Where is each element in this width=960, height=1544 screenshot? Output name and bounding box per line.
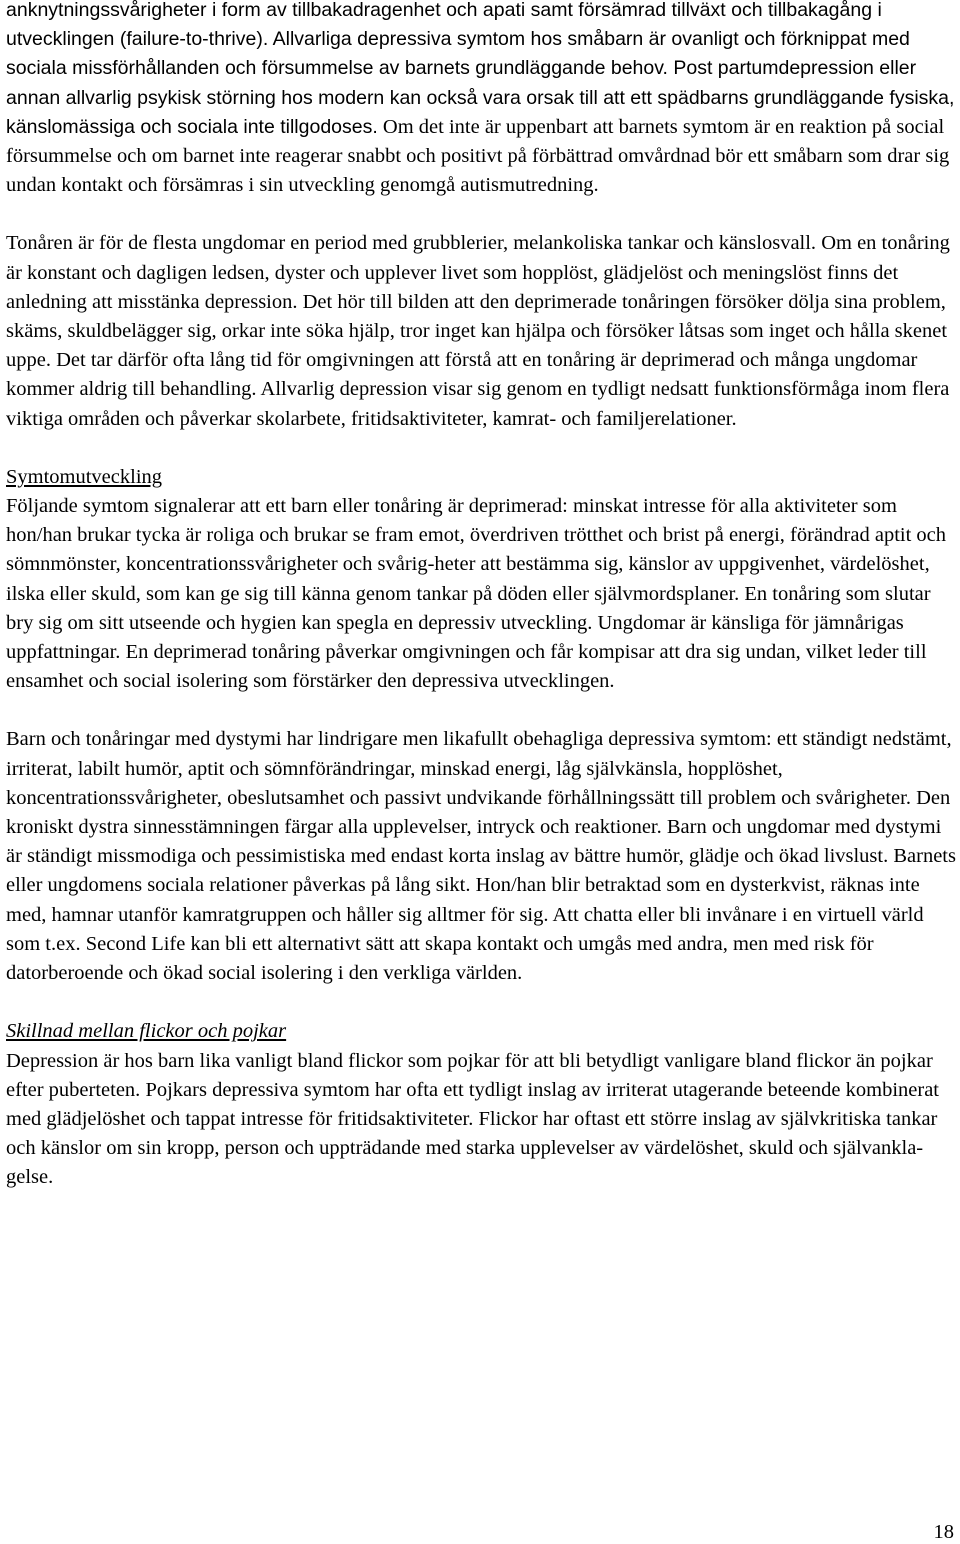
paragraph-dystymi bbox=[6, 725, 956, 988]
symtom-text-a: Följande symtom signalerar att ett barn eller tonåring är deprimerad: minskat intresse för alla aktiviteter som hon/han brukar tycka är roliga och brukar se fram emot, överdriven trötthet och brist på energi, förändrad aptit och sömnmönster, koncentrationssvårigheter och svårig-heter att bestämma sig, känslor av uppgivenhet, värdelöshet, ilska eller skuld, som kan ge sig till känna genom tankar på döden eller självmordsplaner. bbox=[6, 495, 947, 605]
skillnad-text-a: Depression är hos barn lika vanligt bland flickor som pojkar för att bli betydligt vanligare bland flickor än pojkar efter puberteten. bbox=[6, 1049, 933, 1101]
symtom-text-c: Ungdomar är känsliga för jämnårigas uppfattningar. bbox=[6, 611, 904, 664]
paragraph-adolescence bbox=[6, 229, 956, 433]
symtom-text-b: En tonåring som slutar bry sig om sitt utseende och hygien kan spegla en depressiv utveckling. bbox=[6, 582, 931, 634]
paragraph-infancy-text-a: anknytningssvårigheter i form av tillbakadragenhet och apati samt försämrad tillväxt och tillbakagång i utvecklingen (failure-to-thrive). Allvarliga depressiva symtom hos småbarn är ovanligt och förknippat med sociala missförhållanden och försummelse av barnets grundläggande behov. Post partumdepression eller annan allvarlig psykisk störning hos modern kan också vara orsak till att ett spädbarns grundläggande fysiska, känslomässiga och sociala inte tillgodoses. bbox=[6, 0, 955, 138]
paragraph-adolescence-text-b: Om en tonåring är konstant och dagligen ledsen, dyster och upplever livet som hopplöst, glädjelöst och meningslöst finns det anledning att misstänka depression. bbox=[6, 232, 950, 313]
section-skillnad bbox=[6, 1017, 956, 1192]
section-heading-skillnad: Skillnad mellan flickor och pojkar bbox=[6, 1020, 287, 1043]
paragraph-adolescence-text-e: Allvarlig depression visar sig genom en tydligt nedsatt funktionsförmåga inom flera viktiga områden och påverkar skolarbete, fritidsaktiviteter, kamrat- och familjerelationer. bbox=[6, 378, 950, 430]
paragraph-infancy bbox=[6, 0, 956, 200]
dystymi-text-c: Barn och ungdomar med dystymi är ständigt missmodiga och pessimistiska med endast korta inslag av bättre humör, glädje och ökad livslust. bbox=[6, 816, 942, 868]
dystymi-text-a: Barn och tonåringar med dystymi har lindrigare men likafullt obehagliga depressiva symtom: ett ständigt nedstämt, irriterat, labilt humör, aptit och sömnförändringar, minskad energi, låg självkänsla, hopplöshet, koncentrationssvårigheter, obeslutsamhet och passivt undvikande förhållningssätt till problem och svårigheter. bbox=[6, 728, 952, 809]
dystymi-text-d: Barnets eller ungdomens sociala relationer påverkas på lång sikt. bbox=[6, 845, 956, 897]
paragraph-infancy-text-b: Om det inte är uppenbart att barnets symtom är en reaktion på social försummelse och om barnet inte reagerar snabbt och positivt på förbättrad omvårdnad bör ett småbarn som drar sig undan kontakt och försämras i sin utveckling genomgå autismutredning. bbox=[6, 115, 950, 197]
dystymi-text-f: Att chatta eller bli invånare i en virtuell värld som t.ex. Second Life kan bli ett alternativt sätt att skapa kontakt och umgås med andra, men med risk för datorberoende och ökad social isolering i den verkliga världen. bbox=[6, 903, 924, 985]
skillnad-text-b: Pojkars depressiva symtom har ofta ett tydligt inslag av irriterat utagerande beteende kombinerat med glädjelöshet och tappat intresse för fritidsaktiviteter. bbox=[6, 1078, 939, 1130]
dystymi-text-e: Hon/han blir betraktad som en dysterkvist, räknas inte med, hamnar utanför kamratgruppen och håller sig alltmer för sig. bbox=[6, 874, 920, 926]
paragraph-adolescence-text-c: Det hör till bilden att den deprimerade tonåringen försöker dölja sina problem, skäms, skuldbelägger sig, orkar inte söka hjälp, tror inget kan hjälpa och försöker låtsas som inget och hålla skenet uppe. bbox=[6, 290, 948, 372]
document-page bbox=[6, 0, 956, 1222]
section-heading-symtomutveckling: Symtomutveckling bbox=[6, 465, 163, 488]
page-number: 18 bbox=[933, 1521, 954, 1543]
dystymi-text-b: Den kroniskt dystra sinnesstämningen färgar alla upplevelser, intryck och reaktioner. bbox=[6, 786, 951, 839]
symtom-text-d: En deprimerad tonåring påverkar omgivningen och får kompisar att dra sig undan, vilket leder till ensamhet och social isolering som förstärker den depressiva utvecklingen. bbox=[6, 641, 927, 693]
skillnad-text-c: Flickor har oftast ett större inslag av självkritiska tankar och känslor om sin kropp, person och uppträdande med starka upplevelser av värdelöshet, skuld och självankla-gelse. bbox=[6, 1107, 938, 1189]
paragraph-adolescence-text-a: Tonåren är för de flesta ungdomar en period med grubblerier, melankoliska tankar och känslosvall. bbox=[6, 232, 817, 255]
section-symtomutveckling bbox=[6, 463, 956, 697]
paragraph-adolescence-text-d: Det tar därför ofta lång tid för omgivningen att förstå att en tonåring är deprimerad och många ungdomar kommer aldrig till behandling. bbox=[6, 349, 918, 401]
